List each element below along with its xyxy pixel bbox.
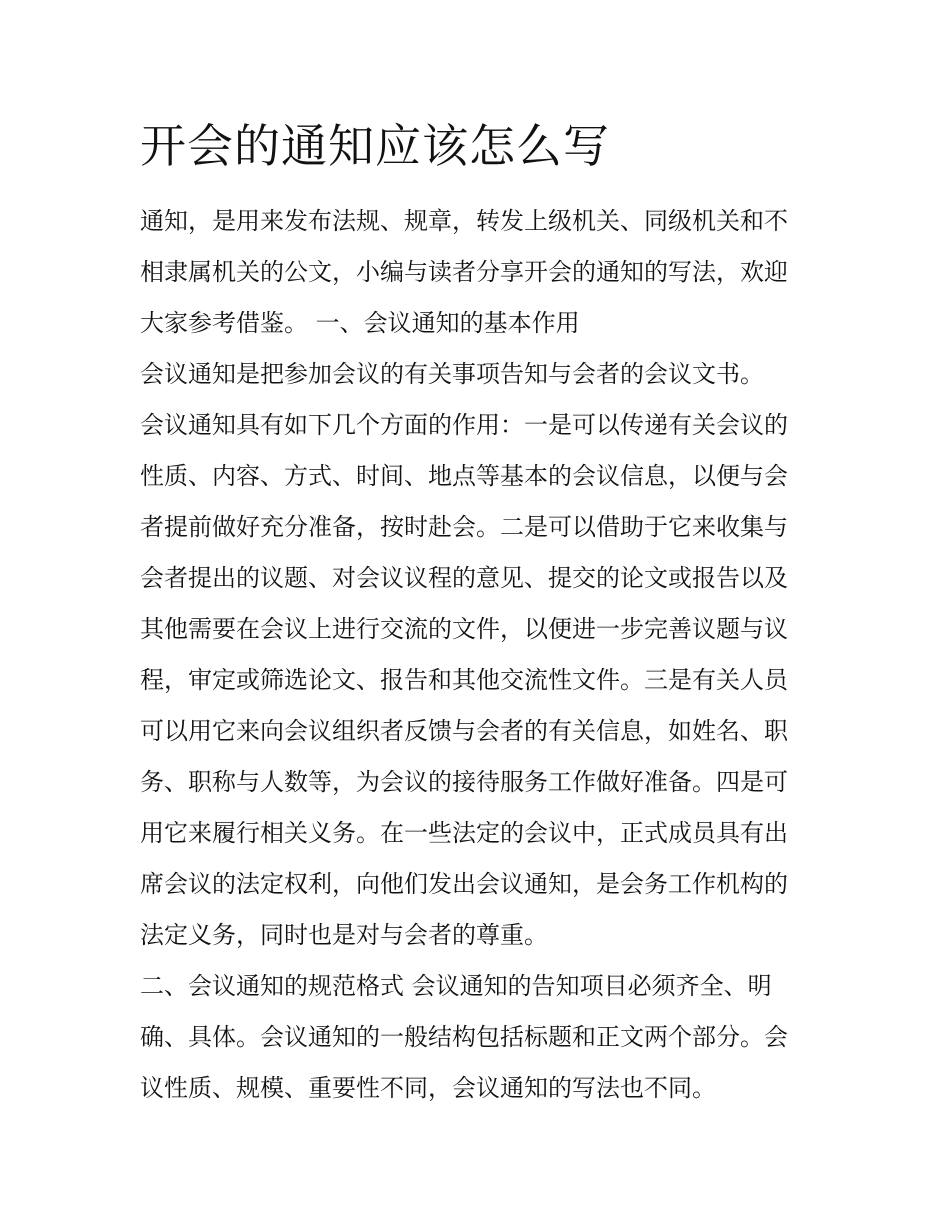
body-line-16: 二、会议通知的规范格式 会议通知的告知项目必须齐全、明 xyxy=(140,972,772,1000)
document-title: 开会的通知应该怎么写 xyxy=(140,119,610,173)
body-line-14: 席会议的法定权利，向他们发出会议通知，是会务工作机构的 xyxy=(140,870,788,898)
body-line-15: 法定义务，同时也是对与会者的尊重。 xyxy=(140,921,548,949)
body-line-9: 其他需要在会议上进行交流的文件，以便进一步完善议题与议 xyxy=(140,615,788,643)
body-line-13: 用它来履行相关义务。在一些法定的会议中，正式成员具有出 xyxy=(140,819,788,847)
body-line-6: 性质、内容、方式、时间、地点等基本的会议信息，以便与会 xyxy=(140,462,788,490)
body-line-11: 可以用它来向会议组织者反馈与会者的有关信息，如姓名、职 xyxy=(140,717,788,745)
body-line-7: 者提前做好充分准备，按时赴会。二是可以借助于它来收集与 xyxy=(140,513,788,541)
body-line-10: 程，审定或筛选论文、报告和其他交流性文件。三是有关人员 xyxy=(140,666,788,694)
body-line-12: 务、职称与人数等，为会议的接待服务工作做好准备。四是可 xyxy=(140,768,788,796)
body-line-2: 相隶属机关的公文，小编与读者分享开会的通知的写法，欢迎 xyxy=(140,258,788,286)
body-line-18: 议性质、规模、重要性不同，会议通知的写法也不同。 xyxy=(140,1074,716,1102)
body-line-5: 会议通知具有如下几个方面的作用：一是可以传递有关会议的 xyxy=(140,411,788,439)
body-line-3: 大家参考借鉴。 一、会议通知的基本作用 xyxy=(140,309,580,337)
body-line-8: 会者提出的议题、对会议议程的意见、提交的论文或报告以及 xyxy=(140,564,788,592)
body-line-4: 会议通知是把参加会议的有关事项告知与会者的会议文书。 xyxy=(140,360,764,388)
body-line-1: 通知，是用来发布法规、规章，转发上级机关、同级机关和不 xyxy=(140,207,788,235)
body-line-17: 确、具体。会议通知的一般结构包括标题和正文两个部分。会 xyxy=(140,1023,788,1051)
